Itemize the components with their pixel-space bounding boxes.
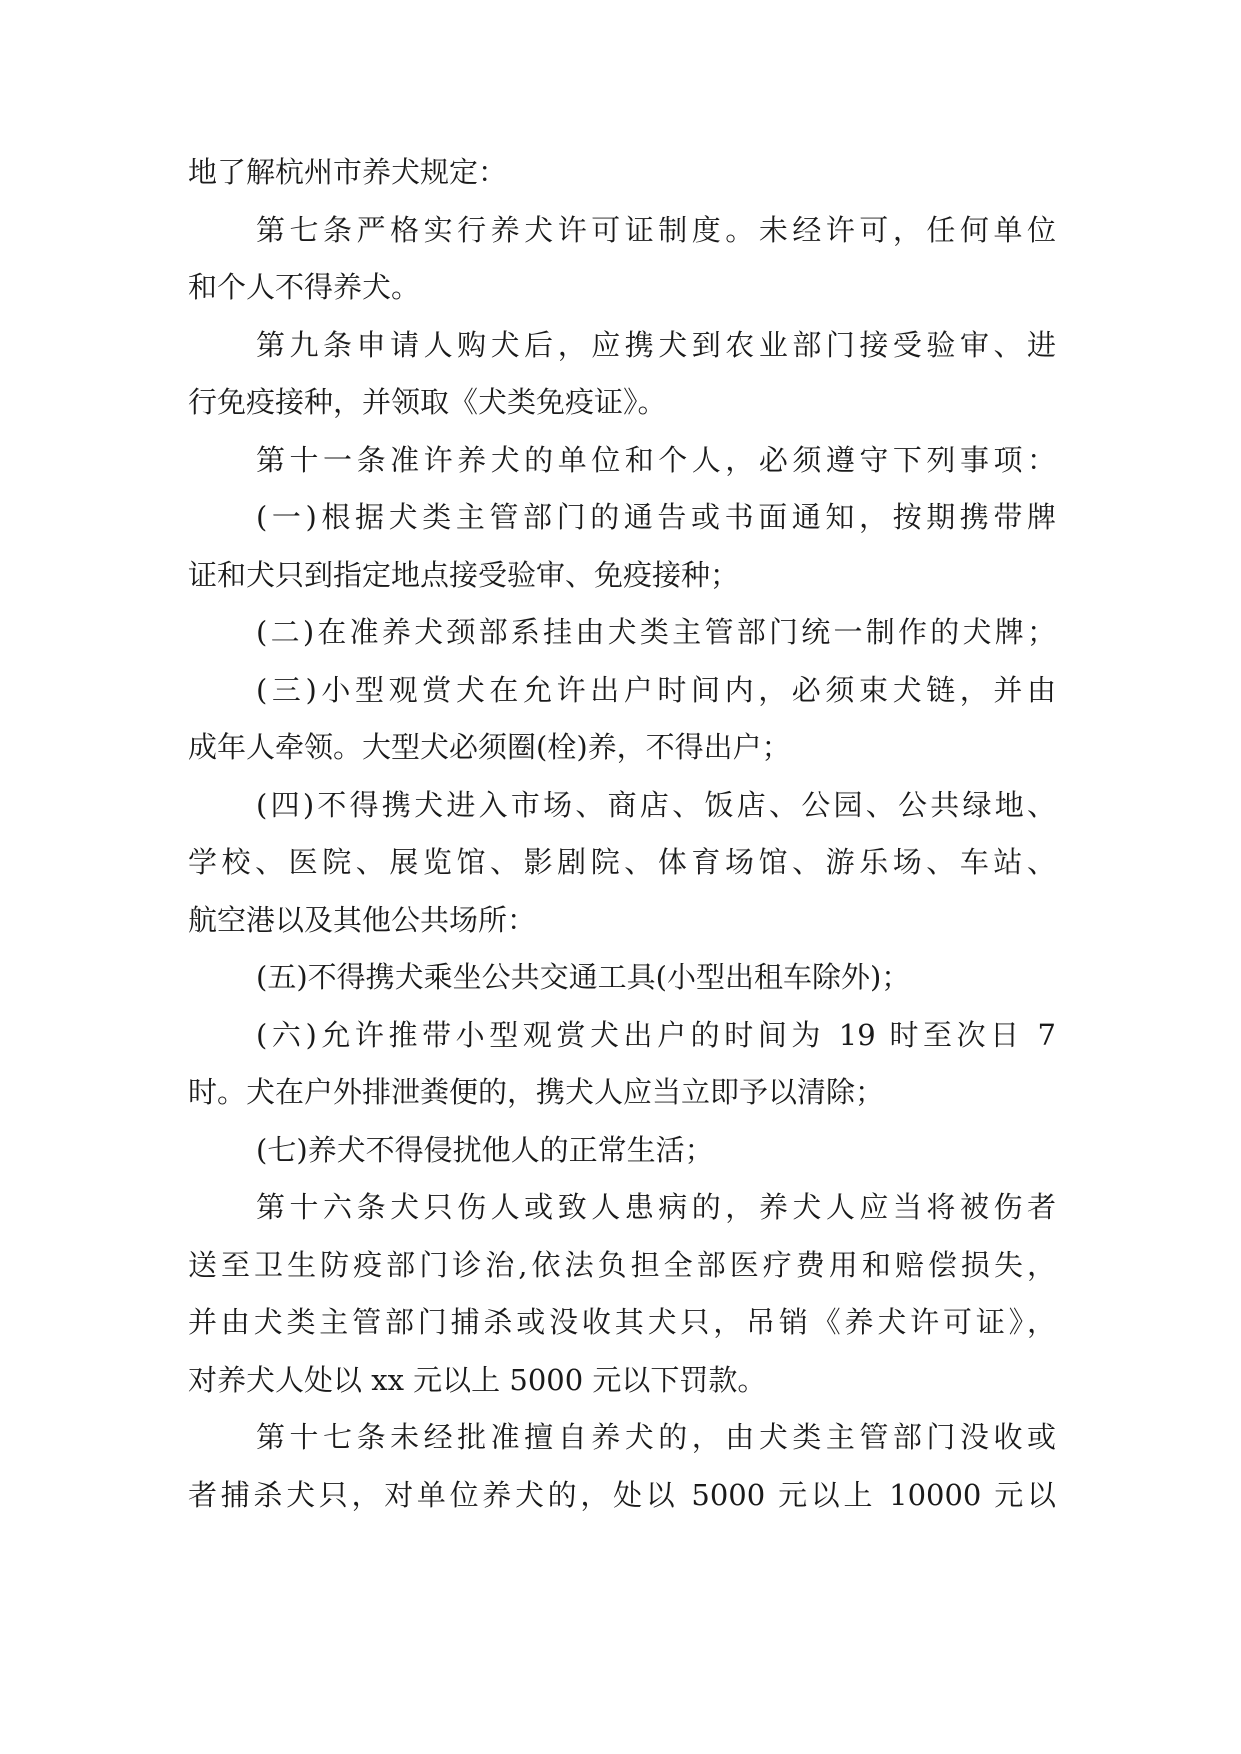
text-line: 第十七条未经批准擅自养犬的，由犬类主管部门没收或	[256, 1420, 1056, 1454]
text-line: (二)在准养犬颈部系挂由犬类主管部门统一制作的犬牌；	[256, 615, 1056, 649]
text-line: 地了解杭州市养犬规定：	[188, 155, 508, 189]
text-line: 时。犬在户外排泄粪便的，携犬人应当立即予以清除；	[188, 1075, 885, 1109]
text-line: 第七条严格实行养犬许可证制度。未经许可，任何单位	[256, 212, 1056, 247]
text-line: 并由犬类主管部门捕杀或没收其犬只，吊销《养犬许可证》，	[188, 1305, 1056, 1339]
text-line: (五)不得携犬乘坐公共交通工具(小型出租车除外)；	[256, 960, 911, 994]
text-line: 送至卫生防疫部门诊治,依法负担全部医疗费用和赔偿损失，	[188, 1247, 1056, 1282]
text-line: 成年人牵领。大型犬必须圈(栓)养，不得出户；	[188, 730, 791, 764]
text-line: (四)不得携犬进入市场、商店、饭店、公园、公共绿地、	[256, 787, 1056, 822]
text-line: 第十六条犬只伤人或致人患病的，养犬人应当将被伤者	[256, 1190, 1056, 1224]
text-line: 第九条申请人购犬后，应携犬到农业部门接受验审、进	[256, 327, 1056, 362]
text-line: 证和犬只到指定地点接受验审、免疫接种；	[188, 557, 740, 592]
text-line: 对养犬人处以 xx 元以上 5000 元以下罚款。	[188, 1362, 767, 1397]
text-line: 学校、医院、展览馆、影剧院、体育场馆、游乐场、车站、	[188, 845, 1056, 879]
text-line: 和个人不得养犬。	[188, 270, 421, 304]
text-line: 行免疫接种，并领取《犬类免疫证》。	[188, 385, 667, 419]
text-line: 者捕杀犬只，对单位养犬的，处以 5000 元以上 10000 元以	[188, 1477, 1056, 1512]
text-line: (三)小型观赏犬在允许出户时间内，必须束犬链，并由	[256, 672, 1056, 707]
text-line: (一)根据犬类主管部门的通告或书面通知，按期携带牌	[256, 500, 1056, 534]
text-line: 航空港以及其他公共场所：	[188, 902, 537, 937]
text-line: (七)养犬不得侵扰他人的正常生活；	[256, 1132, 714, 1167]
text-line: 第十一条准许养犬的单位和个人，必须遵守下列事项：	[256, 442, 1056, 477]
document-body	[188, 144, 1056, 1524]
text-line: (六)允许推带小型观赏犬出户的时间为 19 时至次日 7	[256, 1017, 1056, 1052]
